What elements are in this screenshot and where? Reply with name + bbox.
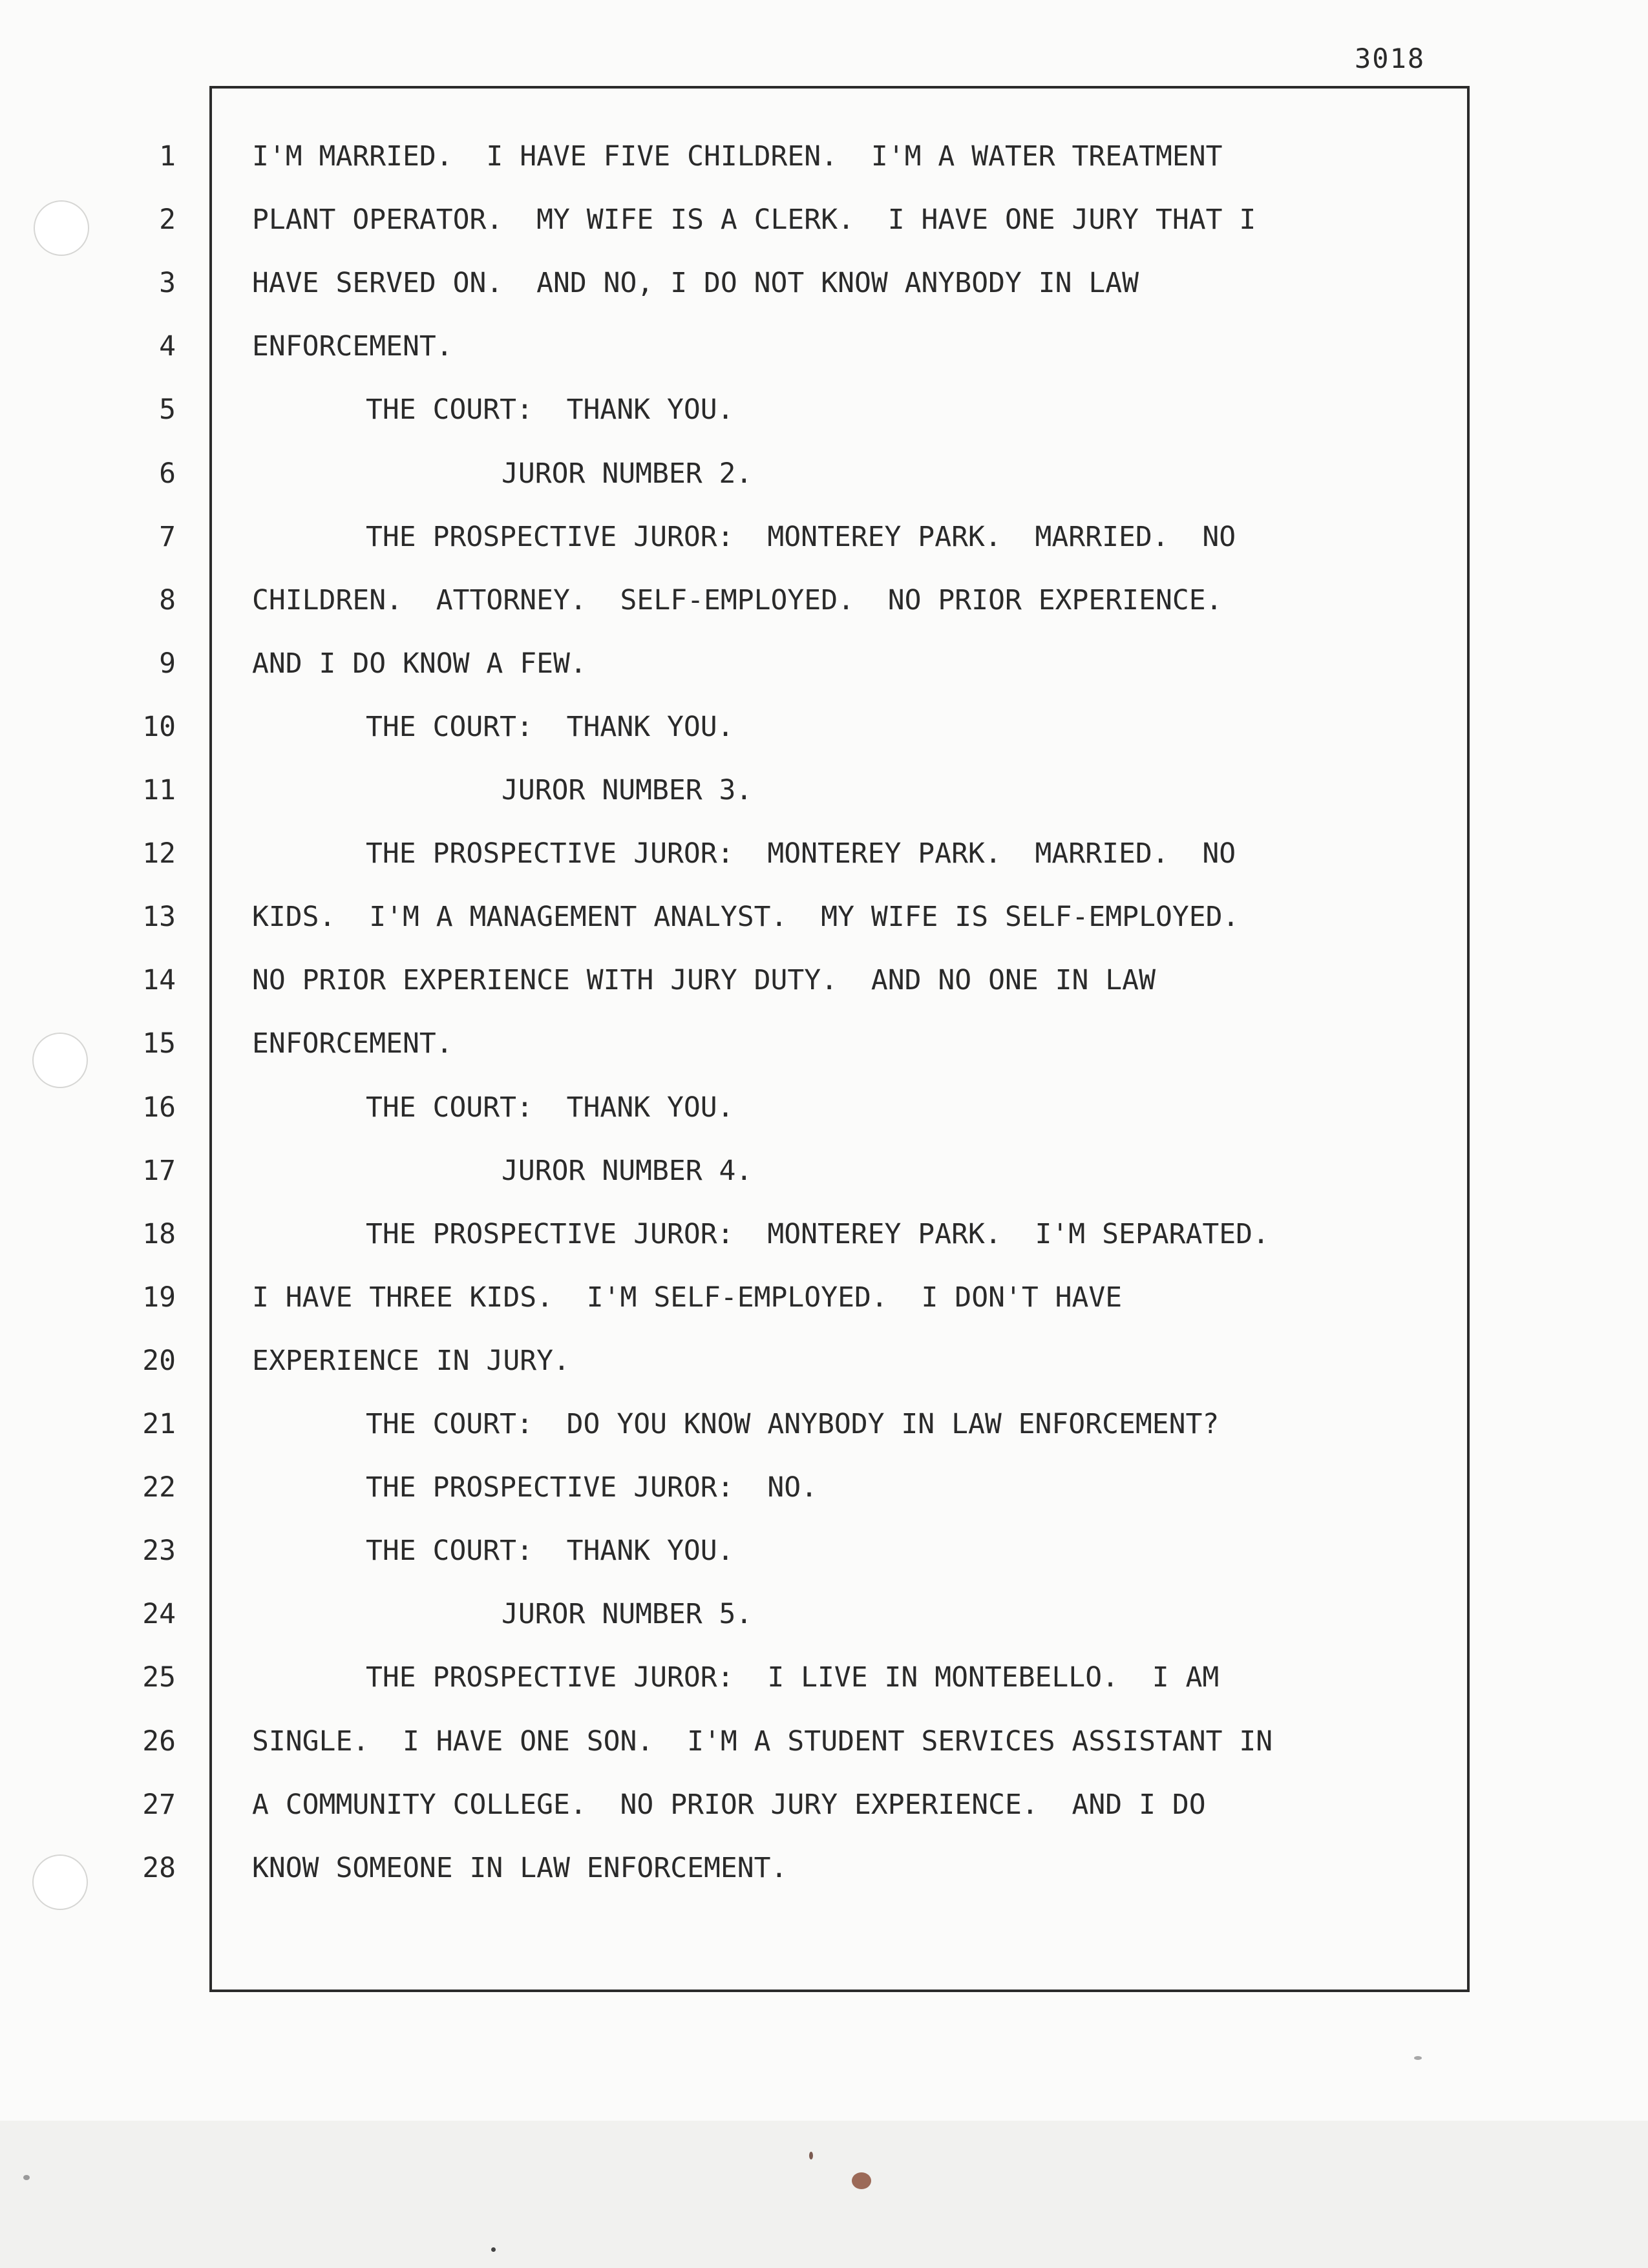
transcript-line: HAVE SERVED ON. AND NO, I DO NOT KNOW ANYBODY IN LAW bbox=[252, 267, 1139, 299]
line-number: 5 bbox=[159, 394, 176, 426]
transcript-line: JUROR NUMBER 2. bbox=[502, 457, 753, 490]
transcript-line: THE COURT: DO YOU KNOW ANYBODY IN LAW ENFORCEMENT? bbox=[366, 1408, 1220, 1440]
line-number: 22 bbox=[142, 1471, 176, 1504]
line-number: 16 bbox=[142, 1091, 176, 1124]
transcript-line: THE PROSPECTIVE JUROR: MONTEREY PARK. MARRIED. NO bbox=[366, 837, 1236, 870]
line-number: 27 bbox=[142, 1789, 176, 1821]
line-number: 3 bbox=[159, 267, 176, 299]
scan-speck bbox=[491, 2247, 496, 2252]
transcript-line: THE COURT: THANK YOU. bbox=[366, 394, 734, 426]
transcript-line: AND I DO KNOW A FEW. bbox=[252, 647, 587, 680]
line-number: 9 bbox=[159, 647, 176, 680]
punch-hole bbox=[32, 1854, 88, 1910]
transcript-line: A COMMUNITY COLLEGE. NO PRIOR JURY EXPERIENCE. AND I DO bbox=[252, 1789, 1206, 1821]
transcript-line: CHILDREN. ATTORNEY. SELF-EMPLOYED. NO PRIOR EXPERIENCE. bbox=[252, 584, 1223, 616]
line-number: 11 bbox=[142, 774, 176, 806]
punch-hole bbox=[32, 1033, 88, 1088]
line-number: 6 bbox=[159, 457, 176, 490]
transcript-line: I'M MARRIED. I HAVE FIVE CHILDREN. I'M A WATER TREATMENT bbox=[252, 140, 1223, 173]
scan-bottom-margin bbox=[0, 2121, 1648, 2268]
transcript-line: THE PROSPECTIVE JUROR: I LIVE IN MONTEBELLO. I AM bbox=[366, 1661, 1220, 1694]
line-number: 17 bbox=[142, 1155, 176, 1187]
line-number: 23 bbox=[142, 1535, 176, 1567]
transcript-line: THE COURT: THANK YOU. bbox=[366, 1535, 734, 1567]
transcript-line: KNOW SOMEONE IN LAW ENFORCEMENT. bbox=[252, 1852, 788, 1884]
scan-speck bbox=[1414, 2056, 1422, 2060]
transcript-line: JUROR NUMBER 4. bbox=[502, 1155, 753, 1187]
transcript-line: JUROR NUMBER 3. bbox=[502, 774, 753, 806]
scan-speck bbox=[23, 2175, 30, 2180]
line-number: 14 bbox=[142, 964, 176, 996]
line-number: 10 bbox=[142, 711, 176, 743]
transcript-line: KIDS. I'M A MANAGEMENT ANALYST. MY WIFE IS SELF-EMPLOYED. bbox=[252, 901, 1240, 933]
transcript-line: ENFORCEMENT. bbox=[252, 330, 453, 362]
transcript-line: THE COURT: THANK YOU. bbox=[366, 711, 734, 743]
transcript-line: THE PROSPECTIVE JUROR: MONTEREY PARK. MARRIED. NO bbox=[366, 521, 1236, 553]
scan-speck bbox=[809, 2152, 813, 2159]
line-number: 13 bbox=[142, 901, 176, 933]
transcript-line: I HAVE THREE KIDS. I'M SELF-EMPLOYED. I DON'T HAVE bbox=[252, 1281, 1123, 1314]
transcript-line: NO PRIOR EXPERIENCE WITH JURY DUTY. AND NO ONE IN LAW bbox=[252, 964, 1156, 996]
transcript-line: EXPERIENCE IN JURY. bbox=[252, 1345, 570, 1377]
line-number: 15 bbox=[142, 1027, 176, 1060]
line-number: 19 bbox=[142, 1281, 176, 1314]
transcript-line: PLANT OPERATOR. MY WIFE IS A CLERK. I HAVE ONE JURY THAT I bbox=[252, 204, 1256, 236]
punch-hole bbox=[34, 200, 89, 256]
page-number: 3018 bbox=[1355, 43, 1426, 74]
line-number: 1 bbox=[159, 140, 176, 173]
line-number: 18 bbox=[142, 1218, 176, 1250]
transcript-line: SINGLE. I HAVE ONE SON. I'M A STUDENT SERVICES ASSISTANT IN bbox=[252, 1725, 1273, 1758]
line-number: 21 bbox=[142, 1408, 176, 1440]
line-number: 12 bbox=[142, 837, 176, 870]
line-number: 24 bbox=[142, 1598, 176, 1630]
transcript-line: JUROR NUMBER 5. bbox=[502, 1598, 753, 1630]
line-number: 25 bbox=[142, 1661, 176, 1694]
transcript-line: THE PROSPECTIVE JUROR: MONTEREY PARK. I'M SEPARATED. bbox=[366, 1218, 1269, 1250]
line-number: 4 bbox=[159, 330, 176, 362]
line-number: 28 bbox=[142, 1852, 176, 1884]
scan-speck bbox=[852, 2172, 871, 2189]
transcript-line: ENFORCEMENT. bbox=[252, 1027, 453, 1060]
line-number: 20 bbox=[142, 1345, 176, 1377]
line-number: 26 bbox=[142, 1725, 176, 1758]
line-number: 7 bbox=[159, 521, 176, 553]
line-number: 8 bbox=[159, 584, 176, 616]
transcript-line: THE PROSPECTIVE JUROR: NO. bbox=[366, 1471, 818, 1504]
transcript-line: THE COURT: THANK YOU. bbox=[366, 1091, 734, 1124]
line-number: 2 bbox=[159, 204, 176, 236]
